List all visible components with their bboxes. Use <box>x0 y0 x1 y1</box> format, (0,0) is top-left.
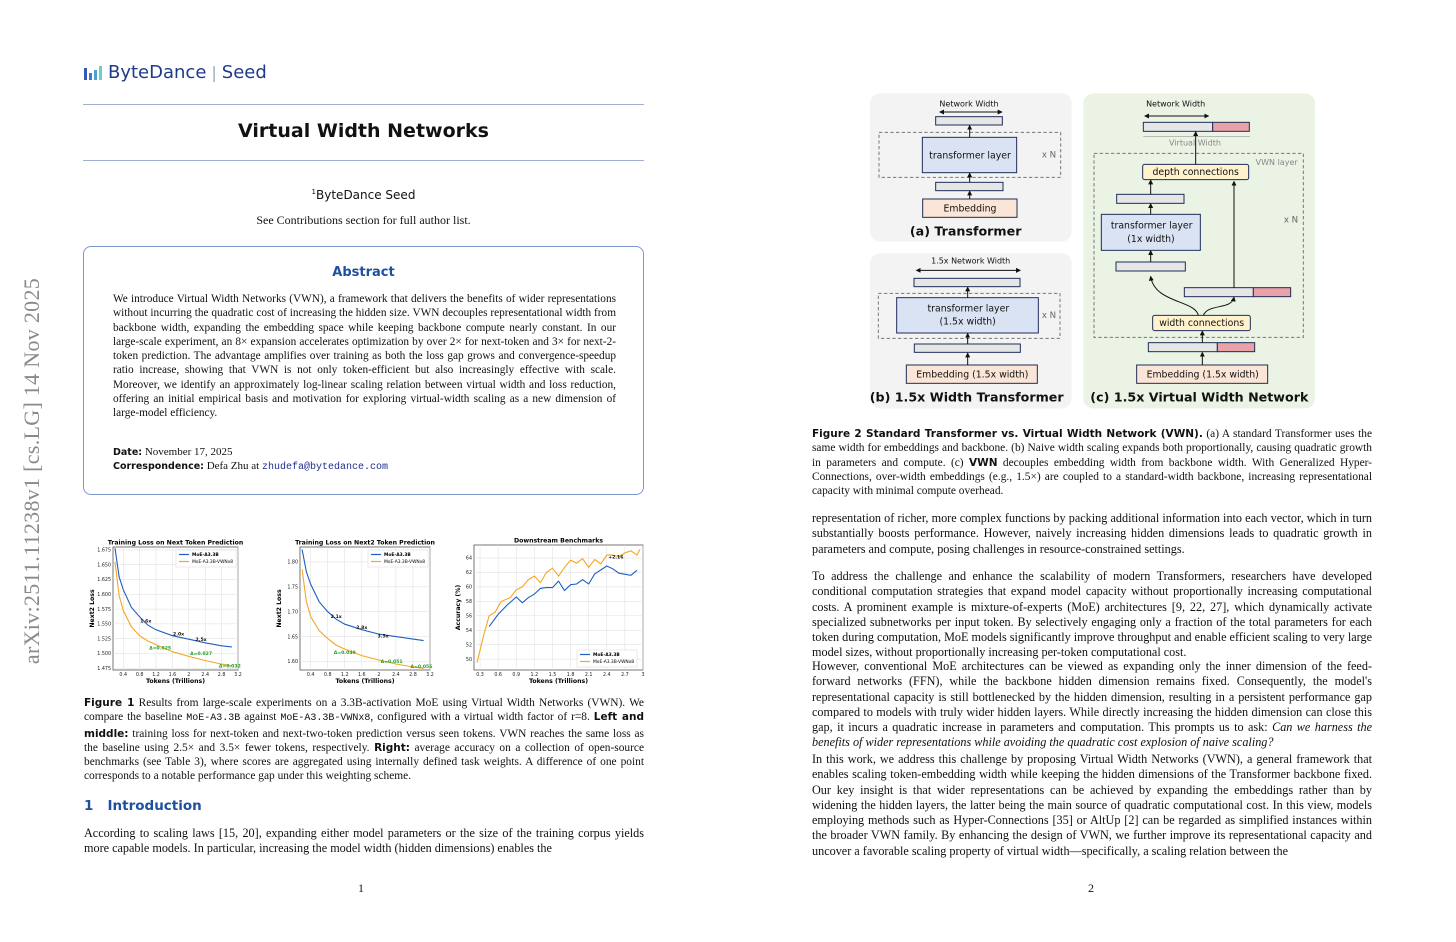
annotation-label: Δ=0.032 <box>218 664 241 670</box>
caption-text: training loss for next-token and next-two-token prediction versus seen tokens. VWN reaches the same loss as the baseline using 2.5× and 3.5× fewer tokens, respectively. <box>84 727 644 754</box>
annotation-label: 2.0x <box>173 632 185 638</box>
legend-label: MoE-A3.3B <box>384 553 411 558</box>
caption-text: Results from large-scale experiments on a 3.3B-activation MoE using Virtual Width Networks (VWN). We compare the baseline <box>84 697 644 724</box>
y-tick-label: 52 <box>465 643 472 649</box>
figure2-caption <box>812 427 1372 498</box>
correspondence-name: Defa Zhu at <box>206 460 260 472</box>
y-tick-label: 1.65 <box>287 635 298 641</box>
affiliation <box>83 188 644 202</box>
x-tick-label: 0.8 <box>323 673 332 678</box>
x-axis-label: Tokens (Trillions) <box>335 678 395 685</box>
y-tick-label: 1.70 <box>287 610 298 616</box>
y-tick-label: 1.650 <box>97 563 111 569</box>
panel-a-width-label: Network Width <box>939 99 999 109</box>
paragraph-3 <box>812 659 1372 751</box>
x-tick-label: 1.2 <box>530 673 539 678</box>
abstract-date <box>113 446 233 458</box>
section-heading-introduction <box>84 798 202 814</box>
x-tick-label: 1.6 <box>357 673 366 678</box>
panel-b-embedding-label: Embedding (1.5x width) <box>916 369 1029 381</box>
chart-next-token-loss <box>82 536 244 688</box>
x-tick-label: 2.8 <box>409 673 417 678</box>
panel-a-caption: (a) Transformer <box>909 223 1022 239</box>
x-tick-label: 0.4 <box>119 673 128 678</box>
panel-b-caption: (b) 1.5x Width Transformer <box>869 389 1064 405</box>
legend-label: MoE-A3.3B <box>192 553 219 558</box>
caption-bold: Left and middle: <box>84 711 644 740</box>
section-number: 1 <box>84 798 94 814</box>
page-number: 2 <box>1088 881 1094 895</box>
chart-title: Downstream Benchmarks <box>513 537 604 545</box>
y-tick-label: 64 <box>465 556 472 562</box>
panel-c-embedding-label: Embedding (1.5x width) <box>1146 369 1259 381</box>
y-axis-label: Next2 Loss <box>89 589 96 628</box>
annotation-label: 3.5x <box>377 634 389 640</box>
caption-bold: Right: <box>374 741 410 754</box>
bytedance-seed-logo: ByteDance | Seed <box>84 62 267 83</box>
x-tick-label: 1.2 <box>340 673 349 678</box>
panel-c-width-label-text: width connections <box>1159 318 1245 329</box>
date-label: Date: <box>113 447 143 458</box>
x-tick-label: 2.4 <box>201 673 210 678</box>
paragraph-3-text: However, conventional MoE architectures can be viewed as expanding only the inner dimension of the feed-forward networks (FFN), while the backbone hidden dimension remains fixed. Consequently, the model's representational capacity is still bottlenecked by the hidden dimension, resulting in a persistent performance gap compared to models with truly wider hidden layers. While directly increasing the hidden dimension can close this gap, it incurs a quadratic increase in parameters and computation. This prompts us to ask: <box>812 659 1372 735</box>
correspondence-label: Correspondence: <box>113 461 204 472</box>
logo-brand: ByteDance <box>108 62 207 83</box>
y-tick-label: 1.75 <box>287 585 298 591</box>
panel-c-vwn-layer-label: VWN layer <box>1255 158 1298 167</box>
annotation-label: Δ=0.027 <box>190 652 213 658</box>
author-note: See Contributions section for full author list. <box>256 213 471 227</box>
panel-a-layer-label: transformer layer <box>929 150 1011 162</box>
bytedance-logo-icon <box>84 65 103 81</box>
caption-text: average accuracy on a collection of open-source benchmarks (see Table 3), where scores are aggregated using internally defined task weights. A difference of one point corresponds to a notable performance gap under this weighting scheme. <box>84 741 645 783</box>
x-tick-label: 0.3 <box>476 673 484 678</box>
caption-text: against <box>240 711 281 724</box>
x-tick-label: 2 <box>187 673 191 678</box>
annotation-label: +2.16 <box>608 555 624 561</box>
panel-b-width-label: 1.5x Network Width <box>931 256 1011 266</box>
y-tick-label: 62 <box>465 571 472 577</box>
caption-text: (a) A standard Transformer uses the same width for embeddings and backbone. (b) Naive width scaling expands both proportionally, causing quadratic growth in parameters and compute. (c) <box>812 428 1372 469</box>
page-number: 1 <box>358 881 364 895</box>
x-tick-label: 1.5 <box>548 673 557 678</box>
x-tick-label: 0.4 <box>306 673 315 678</box>
chart-next2-token-loss <box>264 536 436 688</box>
title-rule-bottom <box>83 160 644 161</box>
annotation-label: Δ=0.051 <box>380 660 403 666</box>
caption-text: , configured with a virtual width factor of r=8. <box>370 711 594 724</box>
caption-bold: VWN <box>969 456 998 469</box>
y-tick-label: 54 <box>465 628 472 634</box>
legend-label: MoE-A3.3B-VWNx8 <box>384 560 426 565</box>
x-tick-label: 1.6 <box>168 673 177 678</box>
y-tick-label: 1.600 <box>97 593 111 599</box>
legend-label: MoE-A3.3B-VWNx8 <box>593 660 635 665</box>
abstract-correspondence <box>113 460 388 473</box>
affiliation-mark: 1 <box>311 188 317 196</box>
chart-title: Training Loss on Next Token Prediction <box>107 539 244 547</box>
paragraph-1: representation of richer, more complex functions by packing additional information into each vector, which in turn substantially boosts performance. However, naively increasing hidden dimensions leads to quadratic growth in parameters and compute, posing challenges in resource-constrained settings. <box>812 511 1372 556</box>
y-tick-label: 58 <box>465 600 472 606</box>
legend-label: MoE-A3.3B-VWNx8 <box>192 560 234 565</box>
correspondence-email-link[interactable]: zhudefa@bytedance.com <box>261 462 388 473</box>
y-tick-label: 1.550 <box>97 622 111 628</box>
affiliation-name: ByteDance Seed <box>316 188 416 202</box>
figure2-diagram <box>865 90 1320 410</box>
panel-c-layer-sublabel: (1x width) <box>1127 234 1175 245</box>
panel-c-depth-label: depth connections <box>1152 167 1239 178</box>
panel-a-embedding-label: Embedding <box>943 203 997 215</box>
paragraph-4: In this work, we address this challenge by proposing Virtual Width Networks (VWN), a general framework that enables scaling token-embedding width while keeping the hidden dimensions of the Transformer backbone fixed. Our key insight is that wider representations can be achieved by expanding the embeddings rather than by widening the hidden layers, the latter being the main source of quadratic computational cost. In this view, models employing methods such as Hyper-Connections [35] or AltUp [2] can be regarded as simplified instances within the broader VWN family. By enhancing the design of VWN, we further improve its representational capacity and uncover a favorable scaling property of virtual width—specifically, a scaling relation between the <box>812 752 1372 858</box>
y-tick-label: 60 <box>465 585 472 591</box>
y-tick-label: 1.80 <box>287 560 298 566</box>
y-tick-label: 1.525 <box>97 637 111 643</box>
x-tick-label: 0.9 <box>512 673 521 678</box>
panel-c-width-label: Network Width <box>1146 99 1206 109</box>
panel-c-repeat-label: x N <box>1283 215 1299 226</box>
x-tick-label: 2 <box>377 673 381 678</box>
annotation-label: 2.8x <box>356 626 368 632</box>
caption-code: MoE-A3.3B <box>186 713 241 725</box>
caption-code: MoE-A3.3B-VWNx8 <box>280 713 371 725</box>
y-axis-label: Next2 Loss <box>276 589 283 628</box>
y-tick-label: 1.60 <box>287 660 298 666</box>
x-tick-label: 1.8 <box>566 673 575 678</box>
y-tick-label: 50 <box>465 657 472 663</box>
annotation-label: 2.5x <box>195 638 207 644</box>
panel-b-layer-sublabel: (1.5x width) <box>939 316 996 328</box>
figure2-label: Figure 2 Standard Transformer vs. Virtual Width Network (VWN). <box>812 428 1203 440</box>
panel-c-layer-label: transformer layer <box>1110 220 1193 232</box>
x-tick-label: 2.4 <box>602 673 611 678</box>
y-tick-label: 1.575 <box>97 607 111 613</box>
x-tick-label: 3 <box>641 673 645 678</box>
x-tick-label: 0.8 <box>135 673 144 678</box>
abstract-heading: Abstract <box>332 265 395 280</box>
paper-title: Virtual Width Networks <box>238 120 489 142</box>
panel-c-virtual-width-label: Virtual Width <box>1169 138 1221 148</box>
section-title: Introduction <box>107 798 202 814</box>
annotation-label: Δ=0.056 <box>410 665 433 671</box>
annotation-label: 2.1x <box>330 615 342 621</box>
x-tick-label: 2.4 <box>392 673 400 678</box>
x-axis-label: Tokens (Trillions) <box>528 678 589 685</box>
x-tick-label: 0.6 <box>494 673 502 678</box>
y-tick-label: 56 <box>465 614 472 620</box>
chart-downstream-benchmarks <box>446 536 648 688</box>
panel-b-transformer-layer <box>897 298 1039 333</box>
panel-b-repeat-label: x N <box>1041 311 1057 321</box>
x-tick-label: 3.2 <box>234 673 242 678</box>
intro-paragraph: According to scaling laws [15, 20], expanding either model parameters or the size of the training corpus yields more capable models. In particular, increasing the model width (hidden dimensions) enables the <box>84 826 644 856</box>
x-tick-label: 2.1 <box>584 673 593 678</box>
chart-title: Training Loss on Next2 Token Prediction <box>295 539 435 547</box>
x-tick-label: 2.8 <box>217 673 226 678</box>
y-tick-label: 1.500 <box>97 652 111 658</box>
annotation-label: 1.6x <box>140 619 152 625</box>
date-value: November 17, 2025 <box>144 446 233 458</box>
panel-b-layer-label: transformer layer <box>927 303 1010 315</box>
paragraph-2: To address the challenge and enhance the scalability of modern Transformers, researchers have developed conditional computation strategies that expand model capacity without proportionally increasing computational costs. A prominent example is mixture-of-experts (MoE) architectures [9, 22, 27], which dynamically activate specialized subnetworks per input token. By selectively engaging only a fraction of the total parameters for each token during computation, MoE models significantly improve throughput and enable efficient scaling to very large model sizes, without proportionally increasing per-token computational cost. <box>812 569 1372 660</box>
panel-a-repeat-label: x N <box>1041 150 1057 161</box>
x-axis-label: Tokens (Trillions) <box>145 678 206 685</box>
logo-product: Seed <box>221 62 267 83</box>
annotation-label: Δ=0.025 <box>149 646 172 652</box>
panel-c-caption: (c) 1.5x Virtual Width Network <box>1090 389 1309 405</box>
title-rule-top <box>83 104 644 105</box>
caption-text: decouples embedding width from backbone width. With Generalized Hyper-Connections, over-width embeddings (e.g., 1.5×) are coupled to a standard-width backbone, increasing representational capacity with minimal compute overhead. <box>812 456 1373 498</box>
y-tick-label: 1.475 <box>97 666 111 672</box>
y-tick-label: 1.625 <box>97 578 111 584</box>
x-tick-label: 2.7 <box>621 673 629 678</box>
research-question: Can we harness the benefits of wider representations while avoiding the quadratic cost explosion of naive scaling? <box>812 720 1372 750</box>
x-tick-label: 1.2 <box>152 673 160 678</box>
legend-label: MoE-A3.3B <box>593 653 620 658</box>
figure1-caption <box>84 696 644 784</box>
abstract-text: We introduce Virtual Width Networks (VWN), a framework that delivers the benefits of wider representations without incurring the quadratic cost of increasing the hidden size. VWN decouples representational width from backbone width, expanding the embedding space while keeping backbone compute nearly constant. In our large-scale experiment, an 8× expansion accelerates optimization by over 2× for next-token and 3× for next-2-token prediction. The advantage amplifies over training as both the loss gap grows and convergence-speedup ratio increase, showing that VWN is not only token-efficient but also increasingly effective with scale. Moreover, we identify an approximately log-linear scaling relation between virtual width and loss reduction, offering an initial empirical basis and motivation for exploring virtual-width scaling as a new dimension of large-model efficiency. <box>113 293 616 420</box>
x-tick-label: 3.2 <box>426 673 434 678</box>
y-axis-label: Accuracy (%) <box>455 584 462 631</box>
y-tick-label: 1.675 <box>97 548 111 554</box>
annotation-label: Δ=0.049 <box>333 651 356 657</box>
figure1-label: Figure 1 <box>84 697 135 709</box>
arxiv-stamp: arXiv:2511.11238v1 [cs.LG] 14 Nov 2025 <box>19 277 44 665</box>
